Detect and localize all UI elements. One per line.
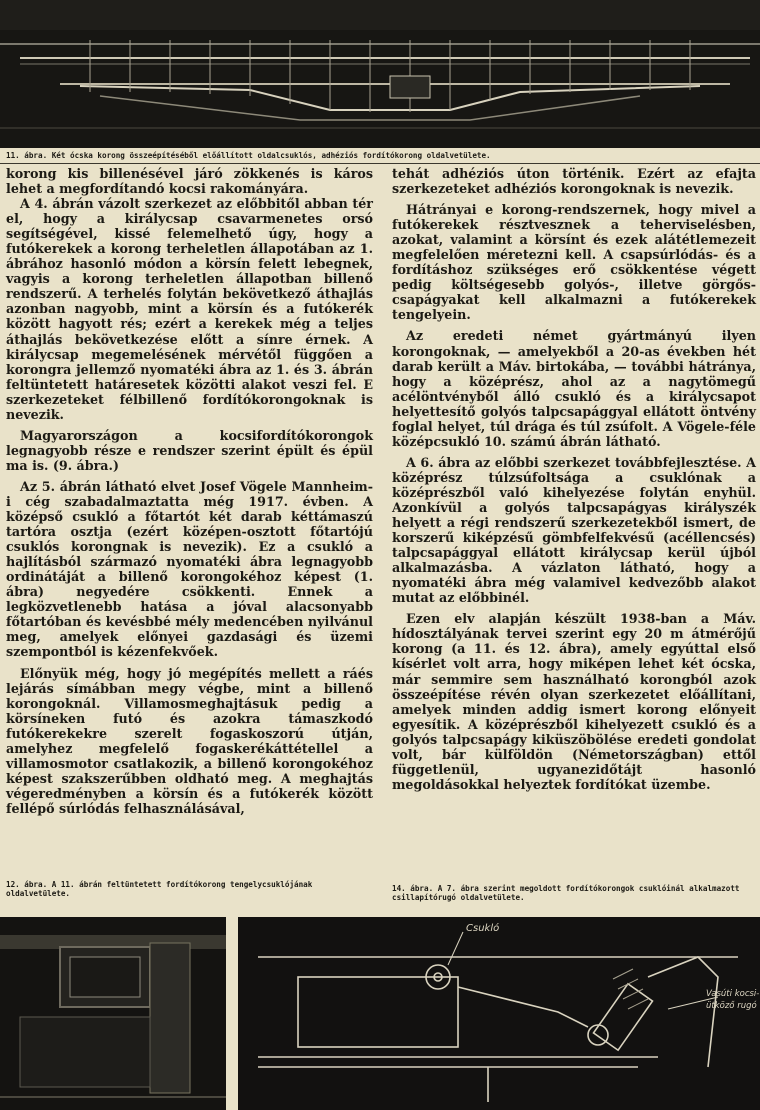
figure-12-caption: 12. ábra. A 11. ábrán feltüntetett fordítókorong tengelycsuklójának oldalvetülete.	[6, 880, 313, 898]
paragraph: A 4. ábrán vázolt szerkezet az előbbitől abban tér el, hogy a királycsap csavarmenetes orsó segítségével, kissé felemelhető úgy, hogy a futókerekek a korong terheletlen állapotában az 1. ábrához hasonló módon a körsín felett lebegnek, vagyis a korong terheletlen állapotban billenő rendszerű. A terhelés folytán bekövetkező áthajlás azonban nagyobb, mint a körsín és a futókerék között hagyott rés; ezért a kerekek még a teljes áthajlás bekövetkezése előtt a sínre érnek. A királycsap megemelésének mérvétől függően a korongra jellemző nyomatéki ábra az 1. és 3. ábrán feltüntetett határesetek közötti alakot veszi fel. E szerkezeteket félbillenő fordítókorongoknak is nevezik.	[6, 196, 373, 422]
joint-photo-illustration	[0, 917, 226, 1110]
left-column	[6, 166, 373, 816]
spring-label-line1: Vasúti kocsi-	[706, 989, 760, 999]
figure-11-photo	[0, 0, 760, 148]
figure-11-caption: 11. ábra. Két ócska korong összeépítéséből előállított oldalcsuklós, adhéziós fordítókorong oldalvetülete.	[6, 151, 491, 160]
paragraph: Az 5. ábrán látható elvet Josef Vögele Mannheim-i cég szabadalmaztatta még 1917. évben. A középső csukló a főtartót két darab kéttámaszú tartóra osztja (ezért középen-osztott főtartójú csuklós korongnak is nevezik). Ez a csukló a hajlításból származó nyomatéki ábra legnagyobb ordinátáját a billenő korongokéhoz képest (1. ábra) negyedére csökkenti. Ennek a legközvetlenebb hatása a jóval alacsonyabb főtartóban és kevésbbé mély medencében nyilvánul meg, amelyek előnyei gazdasági és üzemi szempontból is kézenfekvőek.	[6, 478, 373, 660]
damping-spring-drawing	[238, 917, 760, 1110]
figure-12-photo	[0, 917, 226, 1110]
right-column	[392, 166, 756, 792]
figure-14-drawing	[238, 917, 760, 1110]
joint-label: Csukló	[466, 923, 500, 934]
paragraph: Előnyük még, hogy jó megépítés mellett a ráés lejárás símábban megy végbe, mint a billenő korongoknál. Villamosmeghajtásuk pedig a körsíneken futó és azokra támaszkodó futókerekekre szerelt fogaskoszorú útján, amelyhez megfelelő fogaskerékáttétellel a villamosmotor csatlakozik, a billenő korongokéhoz képest szakszerűbben oldható meg. A meghajtás végeredményben a körsín és a futókerék között fellépő súrlódás felhasználásával,	[6, 665, 373, 816]
paragraph: Ezen elv alapján készült 1938-ban a Máv. hídosztályának tervei szerint egy 20 m átmérőjű korong (a 11. és 12. ábra), amely egyúttal első kísérlet volt arra, hogy miképen lehet két ócska, már semmire sem használható korongból azok összeépítése révén olyan szerkezetet előállítani, amelyek minden addig ismert korong előnyeit egyesítik. A középrészből kihelyezett csukló és a golyós talpcsapágy kiküszöbölése eredeti gondolat volt, bár külföldön (Németországban) ettől függetlenül, ugyanezidőtájt hasonló megoldásokkal helyeztek fordítókat üzembe.	[392, 611, 756, 792]
figure-14-caption: 14. ábra. A 7. ábra szerint megoldott fordítókorongok csuklóinál alkalmazott csillapítórugó oldalvetülete.	[392, 884, 740, 902]
spring-label-line2: ütköző rugó	[706, 1001, 757, 1011]
paragraph: korong kis billenésével járó zökkenés is káros lehet a megfordítandó kocsi rakományára.	[6, 166, 373, 197]
paragraph: Az eredeti német gyártmányú ilyen korongoknak, — amelyekből a 20-as években hét darab került a Máv. birtokába, — további hátránya, hogy a középrész, ahol az a nagytömegű acélöntvényből álló csukló és a királycsapot helyettesítő golyós talpcsapággyal ellátott öntvény foglal helyet, túl drága és túl zsúfolt. A Vögele-féle középcsukló 10. számú ábrán látható.	[392, 328, 756, 449]
paragraph: Magyarországon a kocsifordítókorongok legnagyobb része e rendszer szerint épült és épül ma is. (9. ábra.)	[6, 427, 373, 473]
turntable-side-view-illustration	[0, 0, 760, 148]
paragraph: Hátrányai e korong-rendszernek, hogy mivel a futókerekek résztvesznek a teherviselésben, azokat, valamint a körsínt és ezek alátétlemezeit megfelelően méretezni kell. A csapsúrlódás- és a fordításhoz szükséges erő csökkentése végett pedig költségesebb golyós-, illetve görgős-csapágyakat kell alkalmazni a futókerekek tengelyein.	[392, 202, 756, 323]
paragraph: tehát adhéziós úton történik. Ezért az efajta szerkezeteket adhéziós korongoknak is nevezik.	[392, 166, 756, 197]
divider	[0, 163, 760, 164]
paragraph: A 6. ábra az előbbi szerkezet továbbfejlesztése. A középrész túlzsúfoltsága a csuklónak a középrészből való kihelyezése folytán enyhül. Azonkívül a golyós talpcsapágyas királyszék helyett a régi rendszerű szerkezetekből ismert, de korszerű kiképzésű gömbfelfekvésű (acéllencsés) talpcsapággyal ellátott királycsap kerül újból alkalmazásba. A vázlaton látható, hogy a nyomatéki ábra még valamivel kedvezőbb alakot mutat az előbbinél.	[392, 454, 756, 606]
